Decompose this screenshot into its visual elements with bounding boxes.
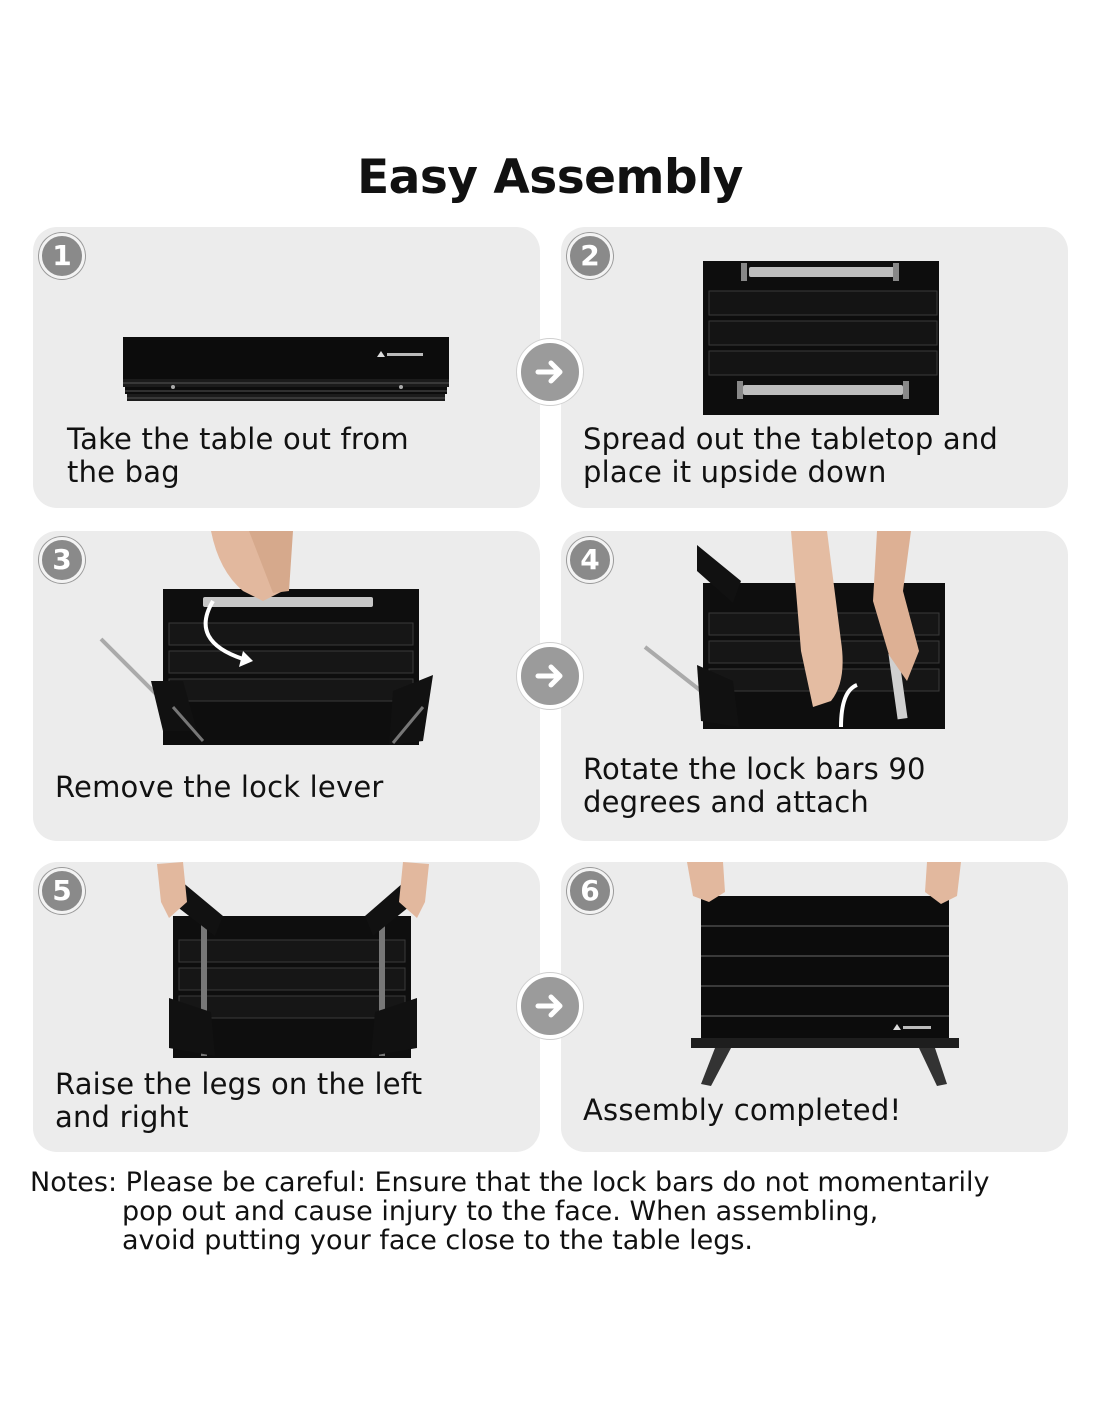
- step-number-badge: 5: [39, 868, 85, 914]
- step-number-badge: 1: [39, 233, 85, 279]
- step-card-3: [33, 531, 540, 841]
- step-number-badge: 4: [567, 537, 613, 583]
- step-card-5: [33, 862, 540, 1152]
- step-caption: Spread out the tabletop and place it upside down: [583, 422, 999, 489]
- step-card-2: [561, 227, 1068, 508]
- upside-down-tabletop-icon: [693, 259, 955, 419]
- safety-notes: [30, 1168, 1070, 1255]
- step-caption: Remove the lock lever: [55, 770, 384, 804]
- raise-legs-icon: [153, 862, 433, 1062]
- step-caption: Take the table out from the bag: [67, 422, 409, 489]
- notes-line: Notes: Please be careful: Ensure that the lock bars do not momentarily: [30, 1167, 990, 1198]
- step-card-6: [561, 862, 1068, 1152]
- step-card-4: [561, 531, 1068, 841]
- step-caption: Raise the legs on the left and right: [55, 1067, 423, 1134]
- assembled-table-icon: [679, 862, 969, 1090]
- step-number-badge: 3: [39, 537, 85, 583]
- arrow-right-icon: [517, 973, 583, 1039]
- step-card-1: [33, 227, 540, 508]
- step-caption: Rotate the lock bars 90 degrees and attach: [583, 752, 926, 819]
- folded-table-icon: [121, 335, 451, 407]
- remove-lever-icon: [93, 531, 453, 751]
- notes-line: avoid putting your face close to the table legs.: [122, 1225, 753, 1256]
- step-number-badge: 6: [567, 868, 613, 914]
- rotate-lock-bars-icon: [641, 531, 961, 735]
- arrow-right-icon: [517, 339, 583, 405]
- notes-line: pop out and cause injury to the face. When assembling,: [122, 1196, 879, 1227]
- page-title: Easy Assembly: [357, 150, 743, 205]
- arrow-right-icon: [517, 643, 583, 709]
- step-number-badge: 2: [567, 233, 613, 279]
- step-caption: Assembly completed!: [583, 1093, 902, 1127]
